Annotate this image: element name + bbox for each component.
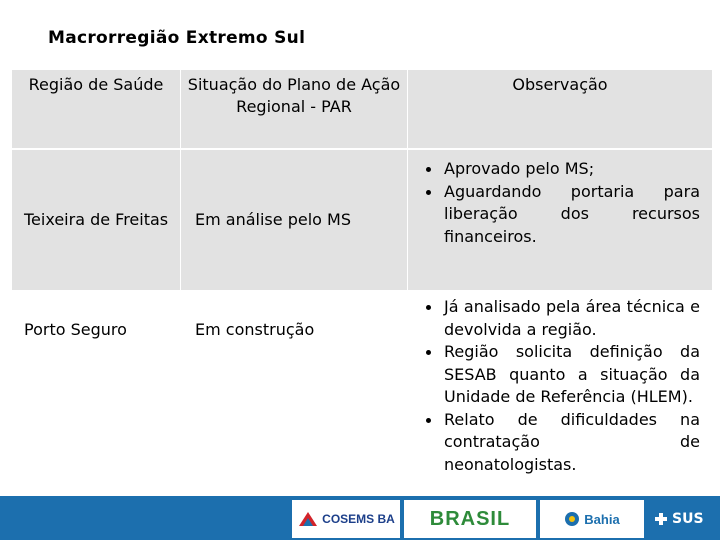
cell-regiao xyxy=(12,149,181,291)
header-observacao: Observação xyxy=(408,70,713,149)
cosems-logo xyxy=(292,500,400,538)
observacao-list xyxy=(408,292,712,476)
bahia-logo xyxy=(540,500,644,538)
brasil-logo xyxy=(404,500,536,538)
footer-bar xyxy=(0,496,720,540)
sus-logo xyxy=(654,504,704,534)
table-header-row xyxy=(12,70,712,149)
table-row xyxy=(12,149,712,291)
observacao-item: Aprovado pelo MS; xyxy=(444,158,700,181)
cosems-emblem-icon xyxy=(297,508,319,530)
cell-observacao xyxy=(408,291,713,527)
cell-observacao xyxy=(408,149,713,291)
observacao-item: Relato de dificuldades na contratação de neonatologistas. xyxy=(444,409,700,477)
observacao-item: Aguardando portaria para liberação dos recursos financeiros. xyxy=(444,181,700,249)
situacao-text: Em análise pelo MS xyxy=(195,210,351,229)
sus-logo-text: SUS xyxy=(672,511,704,527)
situacao-text: Em construção xyxy=(195,320,315,339)
cell-regiao xyxy=(12,291,181,527)
header-situacao: Situação do Plano de Ação Regional - PAR xyxy=(181,70,408,149)
par-status-table xyxy=(12,70,712,527)
regiao-text: Porto Seguro xyxy=(24,320,127,339)
regiao-text: Teixeira de Freitas xyxy=(24,210,169,229)
header-regiao: Região de Saúde xyxy=(12,70,181,149)
table-row xyxy=(12,291,712,527)
observacao-list xyxy=(408,150,712,248)
bahia-emblem-icon xyxy=(564,511,580,527)
sus-cross-icon xyxy=(654,512,668,526)
observacao-item: Região solicita definição da SESAB quanto a situação da Unidade de Referência (HLEM). xyxy=(444,341,700,409)
observacao-item: Já analisado pela área técnica e devolvida a região. xyxy=(444,296,700,341)
cell-situacao xyxy=(181,149,408,291)
page-title: Macrorregião Extremo Sul xyxy=(48,28,306,48)
bahia-logo-text: Bahia xyxy=(584,511,620,527)
cell-situacao xyxy=(181,291,408,527)
cosems-logo-text: COSEMS BA xyxy=(322,512,395,526)
brasil-logo-text: BRASIL xyxy=(429,507,511,530)
